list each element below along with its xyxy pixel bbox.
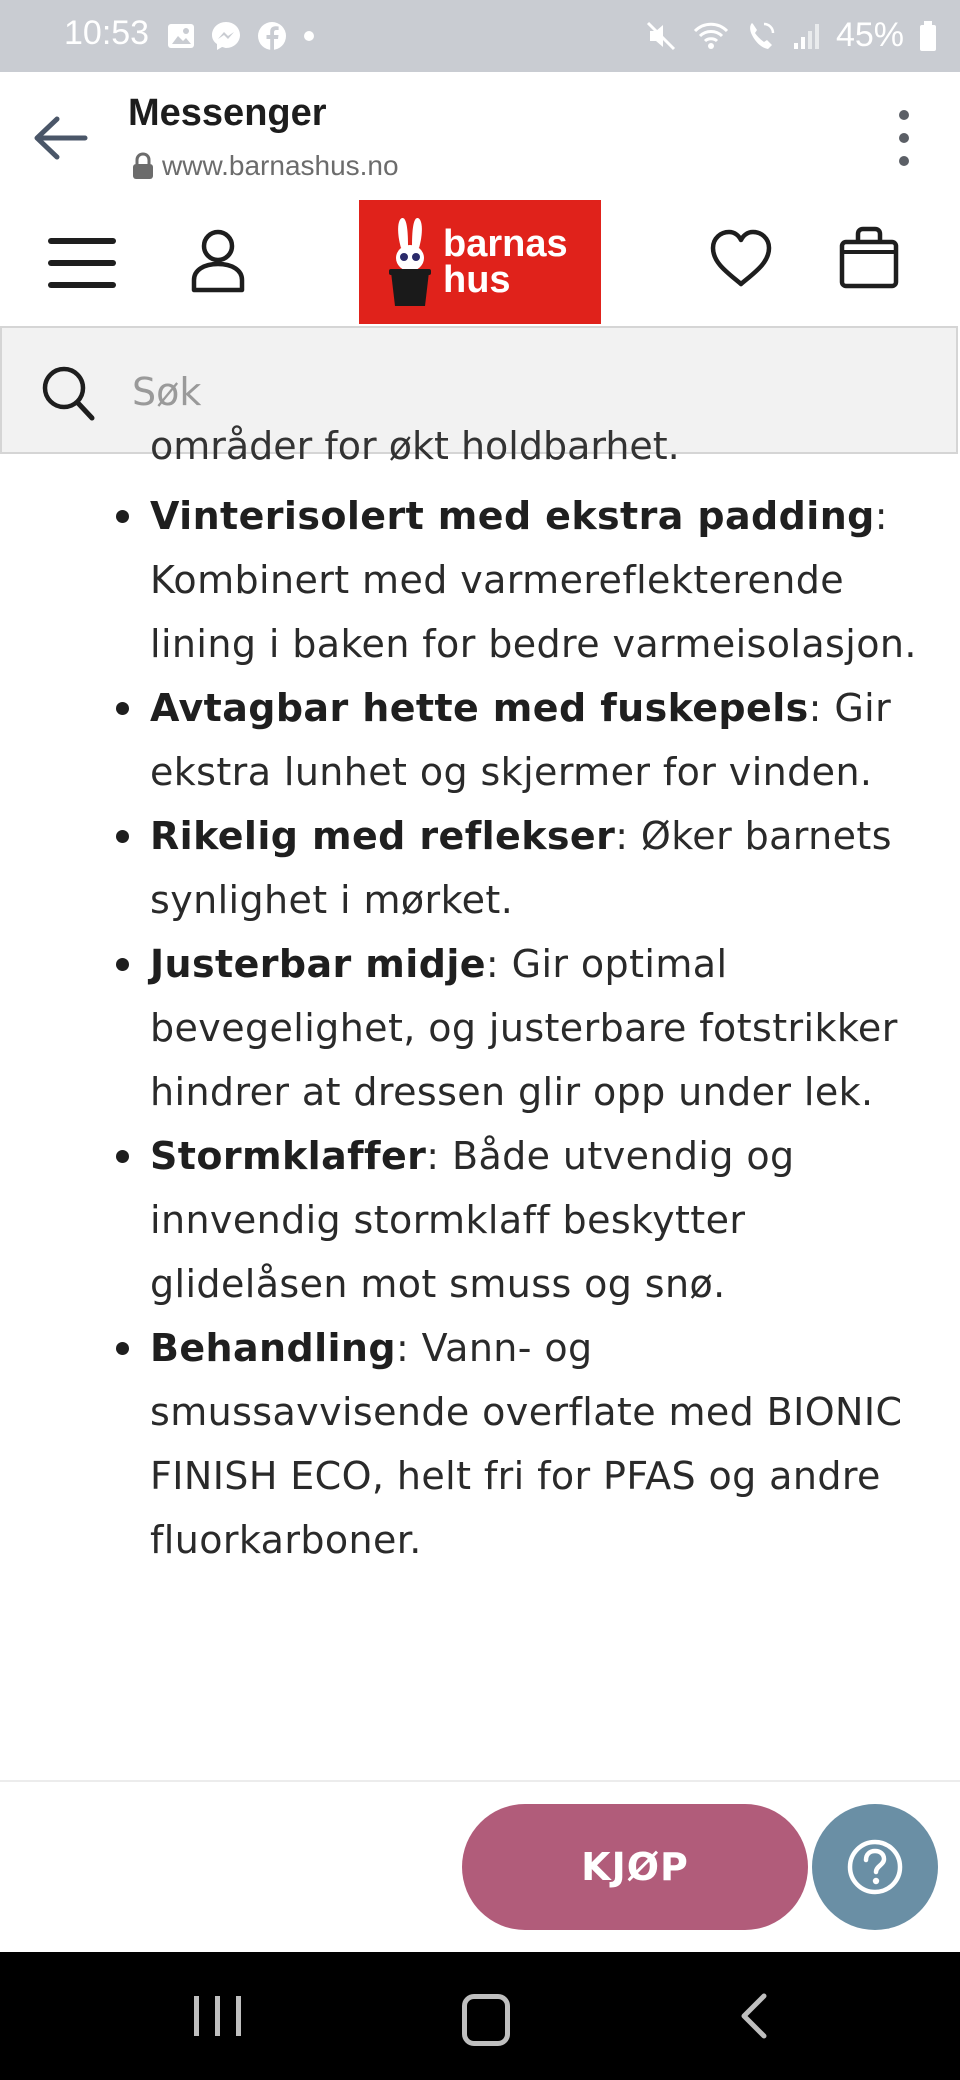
status-bar bbox=[0, 0, 960, 72]
battery-percent: 45% bbox=[835, 16, 904, 54]
search-icon bbox=[40, 364, 96, 422]
list-item bbox=[150, 676, 920, 804]
feature-title: Vinterisolert med ekstra padding bbox=[150, 494, 875, 538]
status-time: 10:53 bbox=[64, 14, 150, 52]
feature-title: Justerbar midje bbox=[150, 942, 486, 986]
feature-title: Avtagbar hette med fuskepels bbox=[150, 686, 809, 730]
recents-button[interactable] bbox=[194, 1996, 241, 2036]
site-header bbox=[0, 200, 960, 326]
recents-icon bbox=[215, 1996, 220, 2036]
facebook-icon bbox=[256, 20, 288, 52]
search-input[interactable] bbox=[130, 358, 914, 426]
site-logo[interactable] bbox=[359, 200, 601, 324]
cutoff-text: områder for økt holdbarhet. bbox=[150, 424, 680, 468]
browser-header bbox=[0, 72, 960, 202]
chevron-left-icon bbox=[738, 1992, 768, 2040]
battery-icon bbox=[918, 20, 938, 52]
system-back-button[interactable] bbox=[738, 1992, 768, 2044]
menu-line bbox=[48, 282, 116, 288]
cart-button[interactable] bbox=[838, 226, 900, 290]
list-item bbox=[150, 804, 920, 932]
shopping-bag-icon bbox=[838, 226, 900, 290]
recents-icon bbox=[236, 1996, 241, 2036]
feature-text: : Gir optimal bevegelighet, og justerbare fotstrikker hindrer at dressen glir opp under lek. bbox=[150, 942, 898, 1114]
rabbit-hat-icon bbox=[383, 214, 437, 310]
more-options-button[interactable] bbox=[892, 110, 916, 166]
wifi-call-icon bbox=[744, 19, 778, 53]
product-description bbox=[0, 424, 960, 1780]
app-title: Messenger bbox=[128, 92, 327, 134]
logo-line2: hus bbox=[443, 259, 511, 301]
messenger-icon bbox=[210, 20, 242, 52]
dot-icon bbox=[899, 156, 909, 166]
system-nav-bar bbox=[0, 1952, 960, 2080]
list-item bbox=[150, 484, 920, 676]
feature-text: : Vann- og smussavvisende overflate med BIONIC FINISH ECO, helt fri for PFAS og andre fluorkarboner. bbox=[150, 1326, 903, 1562]
logo-line1: barnas bbox=[443, 223, 568, 265]
feature-text: : Kombinert med varmereflekterende lining i baken for bedre varmeisolasjon. bbox=[150, 494, 917, 666]
url-text: www.barnashus.no bbox=[162, 150, 399, 181]
dot-icon bbox=[899, 133, 909, 143]
list-item bbox=[150, 932, 920, 1124]
feature-text: : Øker barnets synlighet i mørket. bbox=[150, 814, 892, 922]
feature-title: Rikelig med reflekser bbox=[150, 814, 616, 858]
lock-icon bbox=[132, 152, 154, 180]
menu-line bbox=[48, 238, 116, 244]
gallery-icon bbox=[166, 21, 196, 51]
feature-title: Behandling bbox=[150, 1326, 396, 1370]
feature-list bbox=[150, 484, 920, 1572]
question-icon bbox=[845, 1837, 905, 1897]
action-bar bbox=[0, 1780, 960, 1954]
buy-button[interactable]: KJØP bbox=[462, 1804, 808, 1930]
help-button[interactable] bbox=[812, 1804, 938, 1930]
user-icon bbox=[188, 228, 248, 294]
signal-icon bbox=[792, 21, 822, 51]
mute-icon bbox=[644, 19, 678, 53]
wishlist-button[interactable] bbox=[708, 228, 774, 290]
recents-icon bbox=[194, 1996, 199, 2036]
logo-text bbox=[443, 223, 568, 301]
notification-icons bbox=[166, 20, 316, 52]
system-icons bbox=[644, 16, 938, 55]
back-button[interactable] bbox=[30, 108, 90, 168]
feature-title: Stormklaffer bbox=[150, 1134, 427, 1178]
feature-text: : Både utvendig og innvendig stormklaff beskytter glidelåsen mot smuss og snø. bbox=[150, 1134, 795, 1306]
search-button[interactable] bbox=[40, 364, 96, 426]
list-item bbox=[150, 1316, 920, 1572]
account-button[interactable] bbox=[188, 228, 248, 294]
heart-icon bbox=[708, 228, 774, 290]
home-button[interactable] bbox=[462, 1994, 510, 2046]
menu-button[interactable] bbox=[48, 238, 116, 288]
dot-icon bbox=[899, 110, 909, 120]
feature-text: : Gir ekstra lunhet og skjermer for vinden. bbox=[150, 686, 892, 794]
dot-icon bbox=[302, 29, 316, 43]
arrow-left-icon bbox=[31, 113, 89, 163]
url-row[interactable] bbox=[132, 150, 399, 182]
menu-line bbox=[48, 260, 116, 266]
wifi-icon bbox=[692, 19, 730, 53]
list-item bbox=[150, 1124, 920, 1316]
